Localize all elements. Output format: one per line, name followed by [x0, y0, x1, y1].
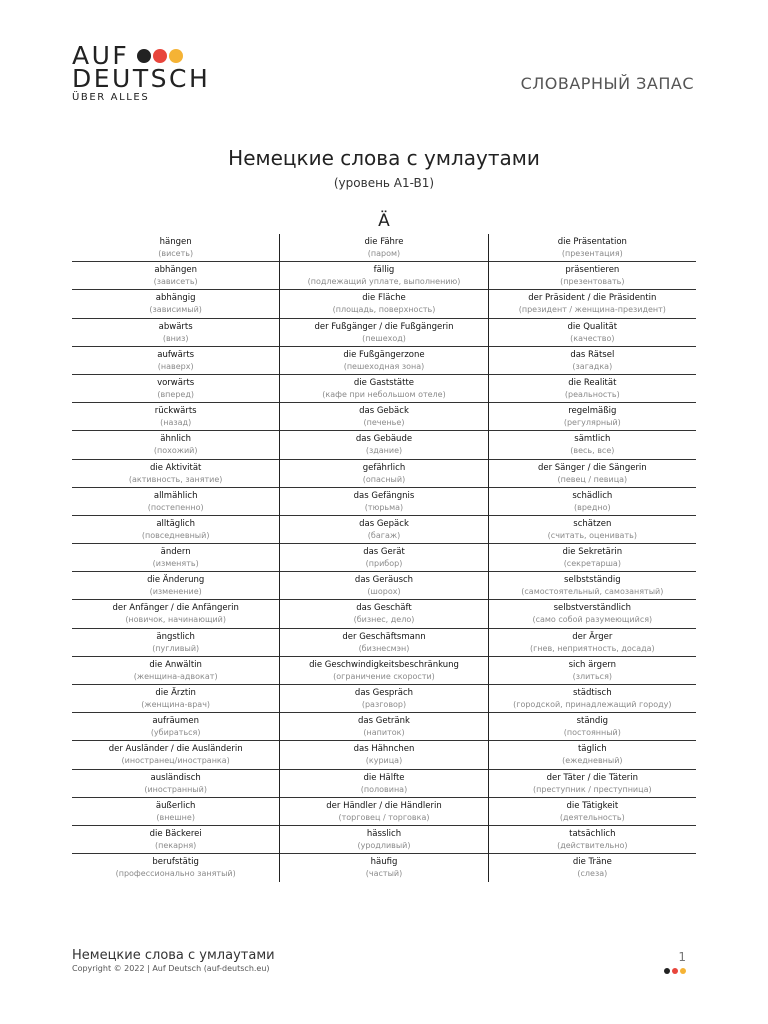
german-word: die Änderung [147, 575, 205, 586]
german-word: das Getränk [358, 716, 410, 727]
russian-translation: (бизнесмэн) [358, 643, 410, 653]
table-column [72, 234, 279, 882]
russian-translation: (профессионально занятый) [115, 869, 236, 879]
vocabulary-table [72, 234, 696, 882]
german-word: gefährlich [362, 462, 406, 473]
table-row [72, 741, 279, 769]
table-row [72, 657, 279, 685]
german-word: das Gefängnis [353, 490, 415, 501]
german-word: selbstständig [563, 575, 621, 586]
russian-translation: (назад) [160, 418, 192, 428]
russian-translation: (изменять) [152, 559, 199, 569]
russian-translation: (женщина-врач) [141, 700, 211, 709]
german-word: abhängig [155, 293, 196, 304]
russian-translation: (торговец / торговка) [338, 812, 430, 822]
page-subtitle: (уровень A1-B1) [333, 176, 435, 190]
russian-translation: (шорох) [367, 587, 401, 597]
russian-translation: (постоянный) [563, 728, 621, 738]
russian-translation: (слеза) [577, 869, 608, 879]
russian-translation: (паром) [367, 249, 401, 258]
table-row [280, 290, 487, 318]
table-row [72, 234, 279, 262]
russian-translation: (качество) [570, 333, 615, 343]
german-word: städtisch [573, 688, 612, 698]
page-number: 1 [678, 950, 686, 964]
table-row [489, 854, 696, 882]
german-word: häufig [370, 857, 398, 868]
table-row [280, 741, 487, 769]
german-word: die Präsentation [557, 237, 627, 247]
german-word: rückwärts [154, 406, 197, 417]
table-row [72, 600, 279, 628]
russian-translation: (самостоятельный, самозанятый) [521, 587, 664, 597]
german-word: alltäglich [156, 518, 195, 529]
footer-title: Немецкие слова с умлаутами [72, 948, 275, 963]
russian-translation: (деятельность) [559, 812, 625, 822]
russian-translation: (наверх) [157, 361, 194, 371]
russian-translation: (тюрьма) [364, 502, 404, 512]
table-row [489, 713, 696, 741]
table-row [72, 319, 279, 347]
german-word: die Gaststätte [353, 377, 415, 388]
german-word: selbstverständlich [553, 603, 632, 614]
russian-translation: (загадка) [572, 361, 613, 371]
german-word: die Hälfte [363, 772, 405, 783]
russian-translation: (преступник / преступница) [533, 784, 652, 794]
footer-dot-red [672, 968, 678, 974]
russian-translation: (похожий) [153, 446, 198, 456]
german-word: die Ärztin [155, 688, 196, 698]
german-word: äußerlich [155, 800, 196, 811]
table-row [489, 629, 696, 657]
table-row [280, 403, 487, 431]
russian-translation: (считать, оценивать) [547, 530, 637, 540]
table-row [280, 234, 487, 262]
russian-translation: (висеть) [158, 249, 194, 258]
table-row [280, 544, 487, 572]
russian-translation: (ограничение скорости) [333, 671, 435, 681]
russian-translation: (прибор) [365, 559, 403, 569]
german-word: der Ärger [572, 631, 613, 642]
german-word: schädlich [572, 490, 613, 501]
logo-dot-red [153, 49, 167, 63]
table-column [279, 234, 487, 882]
table-row [489, 234, 696, 262]
german-word: die Fußgängerzone [343, 349, 425, 360]
russian-translation: (курица) [365, 756, 403, 766]
table-row [72, 572, 279, 600]
logo-word-auf: AUF [72, 41, 130, 70]
german-word: die Tätigkeit [566, 800, 619, 811]
table-row [72, 685, 279, 713]
table-row [72, 347, 279, 375]
table-row [489, 798, 696, 826]
table-row [489, 290, 696, 318]
german-word: das Hähnchen [353, 744, 415, 755]
russian-translation: (уродливый) [357, 840, 411, 850]
russian-translation: (постепенно) [147, 502, 204, 512]
table-row [72, 262, 279, 290]
russian-translation: (реальность) [564, 389, 620, 399]
german-word: aufwärts [157, 349, 195, 360]
german-word: die Bäckerei [149, 828, 202, 839]
table-row [280, 629, 487, 657]
german-word: die Träne [572, 857, 612, 868]
german-word: der Täter / die Täterin [546, 772, 639, 783]
letter-heading: Ä [378, 211, 390, 231]
russian-translation: (зависеть) [153, 277, 198, 287]
german-word: ängstlich [156, 631, 195, 642]
table-row [72, 403, 279, 431]
russian-translation: (женщина-адвокат) [133, 671, 218, 681]
german-word: die Realität [568, 377, 617, 388]
table-row [489, 319, 696, 347]
german-word: abhängen [154, 265, 197, 276]
german-word: präsentieren [565, 265, 620, 276]
table-row [72, 826, 279, 854]
russian-translation: (регулярный) [563, 418, 621, 428]
table-row [280, 770, 487, 798]
german-word: die Geschwindigkeitsbeschränkung [309, 659, 459, 670]
table-row [489, 770, 696, 798]
german-word: das Gerät [363, 547, 405, 558]
table-row [280, 713, 487, 741]
table-row [72, 516, 279, 544]
german-word: ändern [160, 547, 191, 558]
german-word: tatsächlich [569, 828, 616, 839]
table-row [72, 770, 279, 798]
footer-dot-black [664, 968, 670, 974]
russian-translation: (площадь, поверхность) [332, 305, 436, 315]
table-row [280, 600, 487, 628]
russian-translation: (внешне) [156, 812, 195, 822]
table-row [280, 798, 487, 826]
german-word: der Sänger / die Sängerin [537, 462, 647, 473]
russian-translation: (активность, занятие) [128, 474, 223, 484]
table-row [489, 544, 696, 572]
german-word: das Geräusch [354, 575, 414, 586]
russian-translation: (бизнес, дело) [353, 615, 415, 625]
russian-translation: (багаж) [367, 530, 401, 540]
table-row [489, 431, 696, 459]
russian-translation: (действительно) [557, 840, 628, 850]
russian-translation: (половина) [360, 784, 408, 794]
german-word: das Geschäft [356, 603, 412, 614]
table-row [489, 488, 696, 516]
russian-translation: (убираться) [150, 728, 201, 738]
german-word: die Qualität [567, 321, 618, 332]
table-row [489, 741, 696, 769]
german-word: schätzen [573, 518, 612, 529]
german-word: fällig [373, 265, 395, 276]
german-word: sich ärgern [568, 659, 617, 670]
table-row [489, 657, 696, 685]
german-word: der Anfänger / die Anfängerin [112, 603, 239, 614]
table-row [72, 544, 279, 572]
russian-translation: (изменение) [149, 587, 202, 597]
german-word: vorwärts [157, 377, 195, 388]
german-word: der Geschäftsmann [342, 631, 426, 642]
table-row [72, 431, 279, 459]
russian-translation: (секретарша) [563, 559, 621, 569]
logo-tagline: ÜBER ALLES [72, 92, 150, 103]
german-word: die Fähre [364, 237, 404, 247]
table-row [280, 657, 487, 685]
german-word: ausländisch [150, 772, 201, 783]
russian-translation: (само собой разумеющийся) [532, 615, 653, 625]
russian-translation: (зависимый) [149, 305, 202, 315]
table-row [280, 262, 487, 290]
table-row [489, 403, 696, 431]
table-row [280, 572, 487, 600]
german-word: sämtlich [574, 434, 611, 445]
german-word: abwärts [158, 321, 193, 332]
page-title: Немецкие слова с умлаутами [228, 146, 540, 170]
footer-dot-yellow [680, 968, 686, 974]
russian-translation: (напиток) [363, 728, 405, 738]
table-row [72, 460, 279, 488]
table-row [72, 629, 279, 657]
russian-translation: (кафе при небольшом отеле) [322, 389, 446, 399]
table-row [72, 854, 279, 882]
table-row [72, 375, 279, 403]
german-word: das Gespräch [354, 688, 414, 698]
german-word: hässlich [366, 828, 402, 839]
russian-translation: (злиться) [572, 671, 613, 681]
russian-translation: (повседневный) [141, 530, 210, 540]
german-word: täglich [577, 744, 607, 755]
german-word: das Rätsel [570, 349, 615, 360]
russian-translation: (новичок, начинающий) [125, 615, 226, 625]
table-row [489, 262, 696, 290]
russian-translation: (пугливый) [152, 643, 200, 653]
russian-translation: (вниз) [162, 333, 189, 343]
table-row [489, 685, 696, 713]
german-word: der Präsident / die Präsidentin [528, 293, 657, 304]
german-word: der Händler / die Händlerin [326, 800, 442, 811]
german-word: ähnlich [160, 434, 192, 445]
table-row [489, 460, 696, 488]
table-row [280, 375, 487, 403]
table-row [489, 572, 696, 600]
russian-translation: (городской, принадлежащий городу) [513, 700, 672, 709]
german-word: aufräumen [152, 716, 199, 727]
footer-dots-icon [664, 968, 686, 974]
table-row [280, 826, 487, 854]
russian-translation: (иностранец/иностранка) [121, 756, 230, 766]
german-word: hängen [159, 237, 192, 247]
german-word: berufstätig [152, 857, 199, 868]
table-row [280, 460, 487, 488]
russian-translation: (здание) [365, 446, 403, 456]
table-row [280, 854, 487, 882]
german-word: der Fußgänger / die Fußgängerin [314, 321, 454, 332]
table-column [488, 234, 696, 882]
table-row [489, 600, 696, 628]
table-row [280, 319, 487, 347]
table-row [280, 431, 487, 459]
russian-translation: (ежедневный) [562, 756, 623, 766]
russian-translation: (презентация) [561, 249, 623, 258]
table-row [489, 516, 696, 544]
table-row [72, 290, 279, 318]
table-row [280, 685, 487, 713]
table-row [280, 347, 487, 375]
section-label: СЛОВАРНЫЙ ЗАПАС [520, 74, 694, 93]
logo-dot-yellow [169, 49, 183, 63]
table-row [280, 516, 487, 544]
russian-translation: (пешеходная зона) [343, 361, 425, 371]
german-word: die Fläche [362, 293, 406, 304]
russian-translation: (печенье) [363, 418, 405, 428]
russian-translation: (опасный) [362, 474, 406, 484]
logo-word-deutsch: DEUTSCH [72, 64, 211, 93]
table-row [72, 713, 279, 741]
footer-copyright: Copyright © 2022 | Auf Deutsch (auf-deutsch.eu) [72, 964, 270, 973]
russian-translation: (разговор) [361, 700, 407, 709]
german-word: die Anwältin [149, 659, 202, 670]
table-row [72, 488, 279, 516]
german-word: die Sekretärin [562, 547, 623, 558]
german-word: der Ausländer / die Ausländerin [108, 744, 243, 755]
russian-translation: (вперед) [157, 389, 194, 399]
russian-translation: (президент / женщина-президент) [518, 305, 666, 315]
russian-translation: (гнев, неприятность, досада) [529, 643, 655, 653]
german-word: das Gebäude [355, 434, 413, 445]
german-word: die Aktivität [149, 462, 202, 473]
german-word: allmählich [153, 490, 198, 501]
table-row [489, 826, 696, 854]
russian-translation: (пекарня) [155, 840, 197, 850]
table-row [489, 375, 696, 403]
german-word: das Gepäck [359, 518, 409, 529]
table-row [489, 347, 696, 375]
russian-translation: (презентовать) [560, 277, 625, 287]
russian-translation: (весь, все) [570, 446, 615, 456]
german-word: ständig [576, 716, 609, 727]
table-row [72, 798, 279, 826]
russian-translation: (вредно) [574, 502, 611, 512]
russian-translation: (певец / певица) [557, 474, 628, 484]
russian-translation: (частый) [365, 869, 403, 879]
russian-translation: (иностранный) [144, 784, 207, 794]
german-word: das Gebäck [359, 406, 409, 417]
russian-translation: (подлежащий уплате, выполнению) [307, 277, 461, 287]
german-word: regelmäßig [568, 406, 617, 417]
logo-dot-black [137, 49, 151, 63]
logo-dots-icon [137, 49, 183, 63]
russian-translation: (пешеход) [362, 333, 406, 343]
table-row [280, 488, 487, 516]
logo [72, 41, 211, 103]
